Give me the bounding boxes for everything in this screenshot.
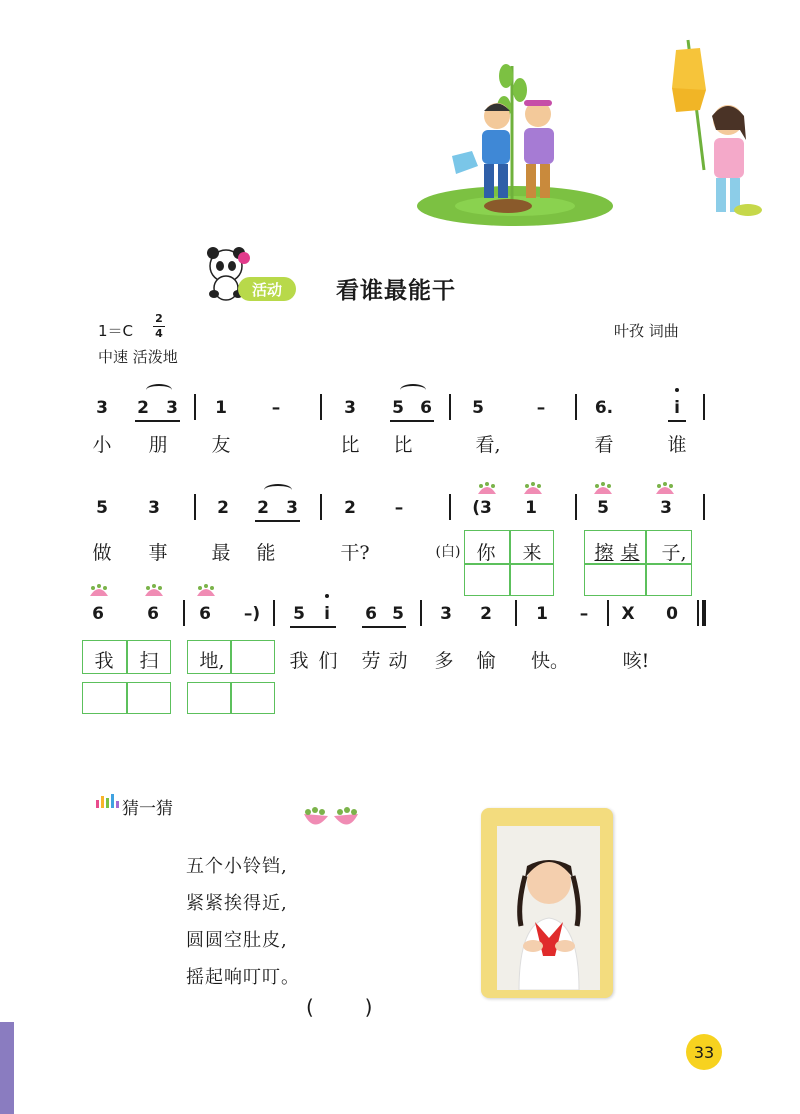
- answer-box: [510, 564, 554, 596]
- lyric-spoken-mark: (白): [435, 544, 461, 560]
- note: 3: [96, 398, 108, 418]
- lyric: 多: [434, 650, 454, 672]
- clap-icon: [654, 482, 676, 496]
- note: 2: [217, 498, 229, 518]
- note: 6: [420, 398, 432, 418]
- lyric: 擦: [594, 542, 614, 564]
- time-signature: [153, 313, 165, 340]
- answer-box: [127, 682, 171, 714]
- answer-box: [82, 640, 127, 674]
- note: 3: [344, 398, 356, 418]
- lyric: 比: [393, 434, 413, 456]
- answer-box: [82, 682, 127, 714]
- lyric: 我: [289, 650, 309, 672]
- page-number-badge: [686, 1034, 722, 1070]
- answer-box: [231, 682, 275, 714]
- note: i: [674, 398, 680, 418]
- lyric: 来: [522, 542, 542, 564]
- song-title: 看谁最能干: [336, 277, 456, 304]
- riddle-line: 五个小铃铛,: [186, 856, 288, 877]
- note: 2: [480, 604, 492, 624]
- page-number: 33: [693, 1042, 715, 1062]
- note: 3: [440, 604, 452, 624]
- note: 5: [392, 604, 404, 624]
- time-signature-top: 2: [155, 312, 163, 325]
- lyric: 们: [318, 650, 338, 672]
- note: 2: [257, 498, 269, 518]
- tree-planting-illustration: [412, 56, 618, 228]
- note: 5: [96, 498, 108, 518]
- answer-box: [464, 530, 510, 564]
- note: –: [271, 398, 281, 418]
- lyric: 小: [92, 434, 112, 456]
- lyric: 咳!: [622, 650, 650, 672]
- note: –: [394, 498, 404, 518]
- clap-icon: [143, 584, 165, 598]
- note: 2: [137, 398, 149, 418]
- riddle-line: 摇起响叮叮。: [186, 967, 300, 988]
- answer-box: [646, 564, 692, 596]
- note: 3: [148, 498, 160, 518]
- clap-icon: [88, 584, 110, 598]
- answer-box: [464, 564, 510, 596]
- note: –: [536, 398, 546, 418]
- clap-icon: [195, 584, 217, 598]
- girl-photo: [497, 826, 600, 990]
- lyric: 桌: [620, 542, 640, 564]
- clap-icon: [476, 482, 498, 496]
- answer-box: [127, 640, 171, 674]
- note: 6.: [594, 398, 614, 418]
- answer-box: [510, 530, 554, 564]
- note: 1: [525, 498, 537, 518]
- clap-icon: [522, 482, 544, 496]
- lyric: 谁: [667, 434, 687, 456]
- lyric: 比: [340, 434, 360, 456]
- note: 3: [660, 498, 672, 518]
- riddle-answer-blank: ( ): [306, 995, 373, 1019]
- lyric: 友: [211, 434, 231, 456]
- note: (3: [472, 498, 492, 518]
- note: 1: [536, 604, 548, 624]
- activity-label: 活动: [238, 277, 296, 301]
- lyric: 扫: [139, 650, 159, 672]
- tempo-marking: 中速 活泼地: [98, 348, 178, 366]
- note: –): [243, 604, 261, 624]
- note: 3: [166, 398, 178, 418]
- girl-photo-illustration: [497, 826, 600, 990]
- lyric: 看,: [475, 434, 501, 456]
- note: 5: [293, 604, 305, 624]
- sound-bars-icon: [96, 792, 120, 808]
- answer-box: [187, 640, 231, 674]
- answer-box: [584, 530, 646, 564]
- lyric: 干?: [340, 542, 370, 564]
- time-signature-bottom: 4: [155, 327, 163, 340]
- lyric: 看: [594, 434, 614, 456]
- lyric: 子,: [661, 542, 687, 564]
- riddle-line: 圆圆空肚皮,: [186, 930, 288, 951]
- note: –: [579, 604, 589, 624]
- note: 5: [597, 498, 609, 518]
- answer-box: [584, 564, 646, 596]
- lyric: 快。: [530, 650, 570, 672]
- clap-icon: [592, 482, 614, 496]
- riddle-line: 紧紧挨得近,: [186, 893, 288, 914]
- note: 0: [666, 604, 678, 624]
- lyric: 最: [211, 542, 231, 564]
- lyric: 做: [92, 542, 112, 564]
- lyric: 你: [476, 542, 496, 564]
- key-signature: 1＝C: [98, 322, 134, 340]
- answer-box: [646, 530, 692, 564]
- note: 1: [215, 398, 227, 418]
- hands-icon: [300, 804, 362, 834]
- lyric: 地,: [199, 650, 225, 672]
- note: 5: [392, 398, 404, 418]
- note: 6: [365, 604, 377, 624]
- song-credit: 叶孜 词曲: [614, 322, 679, 340]
- note: 3: [286, 498, 298, 518]
- lyric: 愉: [476, 650, 496, 672]
- note: 6: [147, 604, 159, 624]
- lyric: 能: [256, 542, 276, 564]
- lyric: 劳: [361, 650, 381, 672]
- riddle-title: 猜一猜: [122, 799, 173, 819]
- note: 6: [92, 604, 104, 624]
- girl-with-clothes-illustration: [666, 30, 766, 230]
- lyric: 朋: [148, 434, 168, 456]
- note: 2: [344, 498, 356, 518]
- side-stripe: [0, 1022, 14, 1114]
- note: 5: [472, 398, 484, 418]
- note: i: [324, 604, 330, 624]
- note: X: [621, 604, 635, 624]
- answer-box: [231, 640, 275, 674]
- note: 6: [199, 604, 211, 624]
- lyric: 我: [94, 650, 114, 672]
- answer-box: [187, 682, 231, 714]
- lyric: 动: [388, 650, 408, 672]
- lyric: 事: [148, 542, 168, 564]
